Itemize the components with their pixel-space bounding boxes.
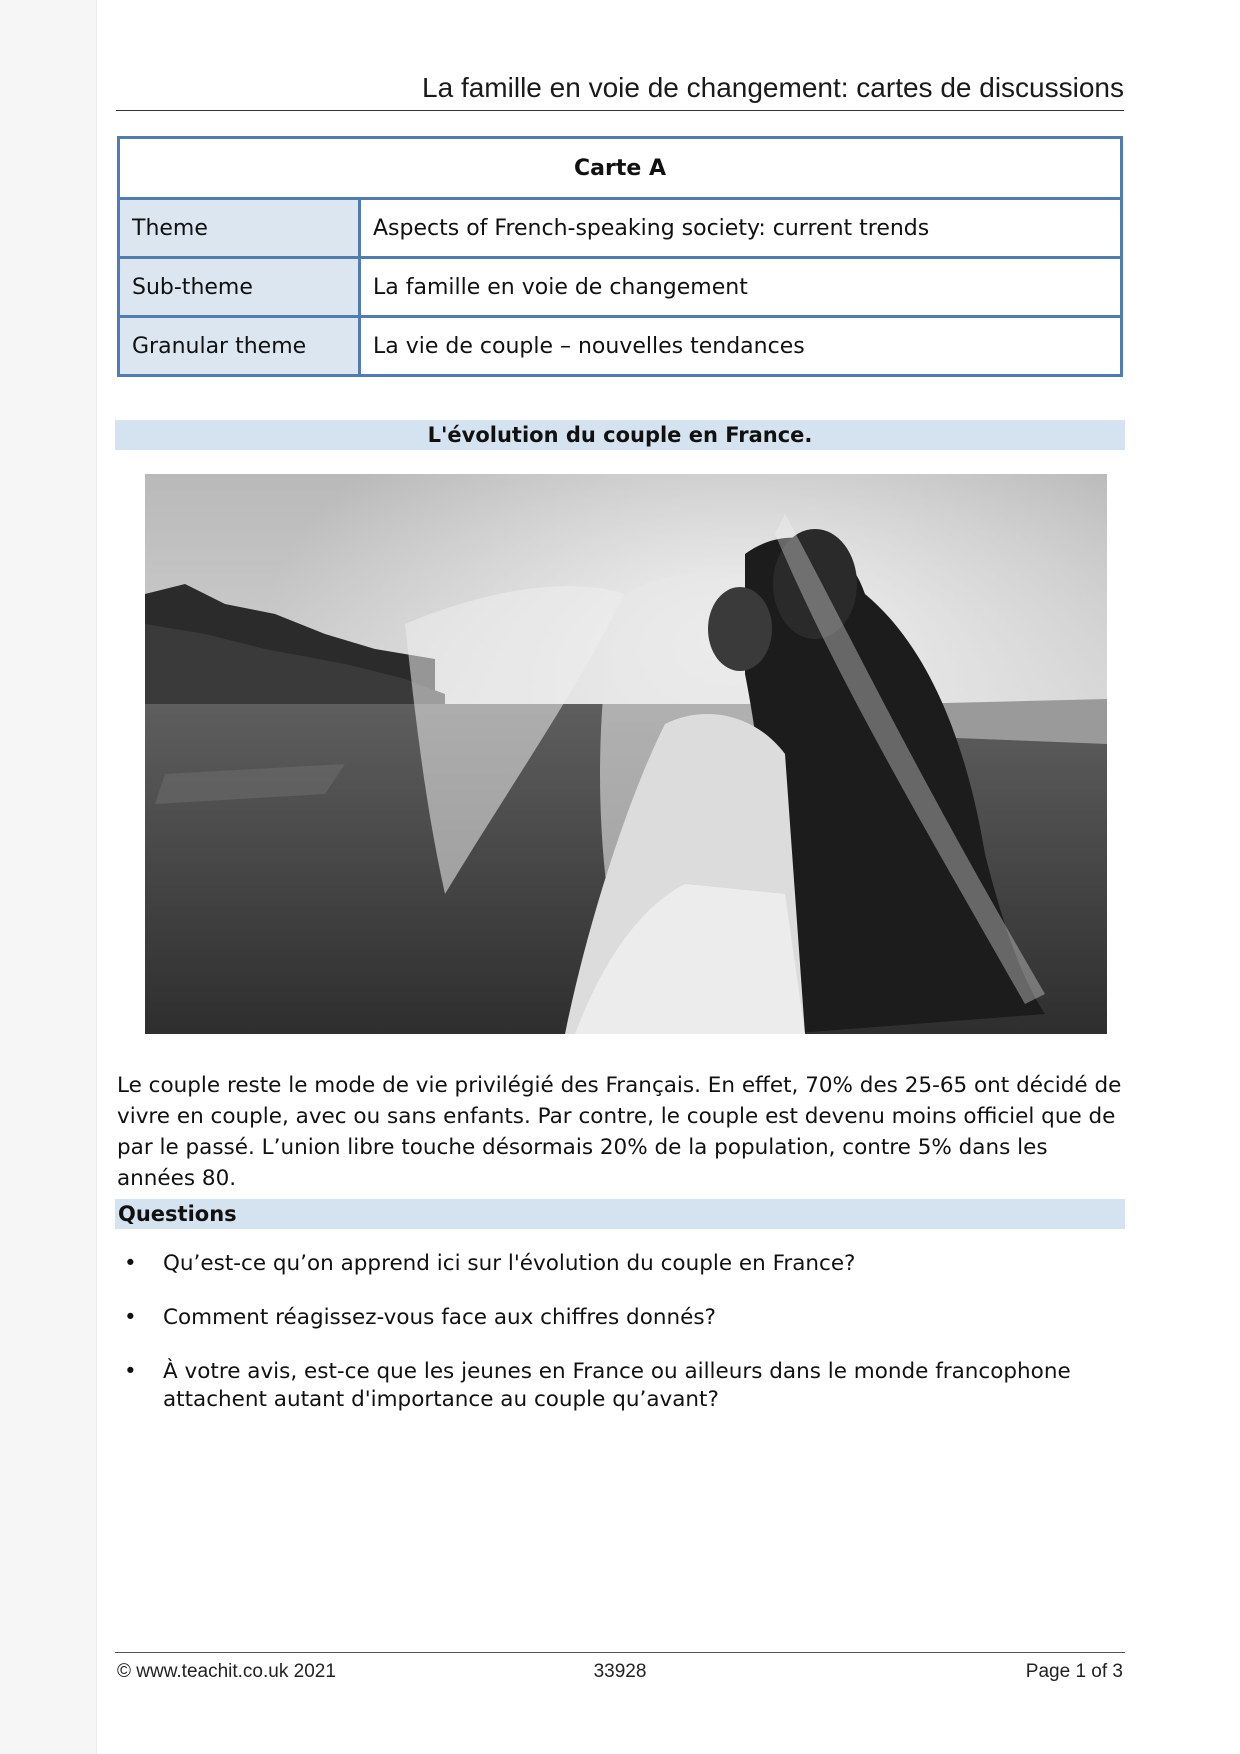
question-text: À votre avis, est-ce que les jeunes en France ou ailleurs dans le monde francophone attachent autant d'importance au couple qu’avant? xyxy=(163,1359,1071,1412)
row-label-granular-theme: Granular theme xyxy=(119,317,360,376)
row-value-theme: Aspects of French-speaking society: current trends xyxy=(360,199,1122,258)
bullet-icon: • xyxy=(124,1359,137,1384)
wedding-couple-photo xyxy=(145,474,1107,1034)
page-margin xyxy=(0,0,97,1754)
card-heading: Carte A xyxy=(119,138,1122,199)
table-row xyxy=(119,258,1122,317)
row-label-sub-theme: Sub-theme xyxy=(119,258,360,317)
table-row xyxy=(119,199,1122,258)
footer-copyright: © www.teachit.co.uk 2021 xyxy=(117,1661,336,1682)
card-info-table xyxy=(117,136,1123,377)
list-item xyxy=(117,1304,1117,1332)
list-item xyxy=(117,1358,1117,1414)
row-label-theme: Theme xyxy=(119,199,360,258)
intro-paragraph: Le couple reste le mode de vie privilégié des Français. En effet, 70% des 25-65 ont décidé de vivre en couple, avec ou sans enfants. Par contre, le couple est devenu moins officiel que de par le passé. L’union libre touche désormais 20% de la population, contre 5% dans les années 80. xyxy=(117,1073,1122,1191)
page-title: La famille en voie de changement: cartes de discussions xyxy=(116,72,1124,111)
bullet-icon: • xyxy=(124,1305,137,1330)
row-value-sub-theme: La famille en voie de changement xyxy=(360,258,1122,317)
footer-code: 33928 xyxy=(593,1661,647,1682)
questions-heading: Questions xyxy=(115,1199,1125,1229)
bullet-icon: • xyxy=(124,1251,137,1276)
list-item xyxy=(117,1250,1117,1278)
footer-page-number: Page 1 of 3 xyxy=(1025,1661,1123,1682)
question-text: Comment réagissez-vous face aux chiffres donnés? xyxy=(163,1305,716,1330)
row-value-granular-theme: La vie de couple – nouvelles tendances xyxy=(360,317,1122,376)
question-text: Qu’est-ce qu’on apprend ici sur l'évolution du couple en France? xyxy=(163,1251,856,1276)
page-footer xyxy=(115,1652,1125,1682)
questions-list xyxy=(117,1250,1117,1440)
table-row xyxy=(119,317,1122,376)
section-title: L'évolution du couple en France. xyxy=(115,420,1125,450)
